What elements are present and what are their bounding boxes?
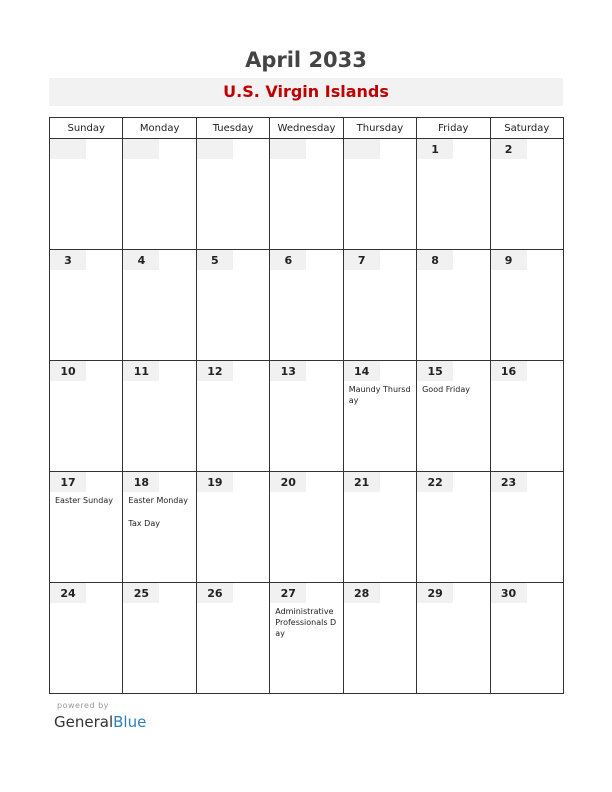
weekday-header: Sunday — [50, 118, 123, 139]
day-cell — [343, 139, 416, 250]
page-title: April 2033 — [245, 48, 367, 72]
weekday-header: Thursday — [343, 118, 416, 139]
day-cell — [417, 583, 490, 694]
holiday-label: Tax Day — [128, 519, 160, 528]
day-number: 27 — [270, 583, 306, 603]
day-cell — [343, 361, 416, 472]
day-number: 3 — [50, 250, 86, 270]
day-number: 29 — [417, 583, 453, 603]
day-cell — [196, 139, 269, 250]
day-cell — [50, 472, 123, 583]
day-number: 19 — [197, 472, 233, 492]
day-cell — [343, 583, 416, 694]
day-number: 9 — [491, 250, 527, 270]
day-number: 14 — [344, 361, 380, 381]
weekday-header: Saturday — [490, 118, 563, 139]
week-row — [50, 472, 564, 583]
weekday-header: Monday — [123, 118, 196, 139]
day-cell — [417, 250, 490, 361]
day-number: 12 — [197, 361, 233, 381]
brand-logo-general: General — [54, 713, 114, 731]
day-number: 18 — [123, 472, 159, 492]
day-cell — [417, 361, 490, 472]
week-row — [50, 250, 564, 361]
day-cell — [490, 361, 563, 472]
day-cell — [270, 583, 343, 694]
day-number: 2 — [491, 139, 527, 159]
week-row — [50, 583, 564, 694]
holiday-label: Administrative Professionals Day — [275, 607, 337, 638]
day-cell — [417, 139, 490, 250]
day-cell — [270, 250, 343, 361]
week-row — [50, 361, 564, 472]
day-cell — [417, 472, 490, 583]
weekday-header: Wednesday — [270, 118, 343, 139]
holiday-label: Easter Sunday — [55, 496, 113, 505]
day-number — [197, 139, 233, 159]
brand-logo-blue: Blue — [113, 713, 147, 731]
weekday-header: Friday — [417, 118, 490, 139]
day-cell — [196, 472, 269, 583]
day-number: 21 — [344, 472, 380, 492]
day-number: 7 — [344, 250, 380, 270]
day-number — [50, 139, 86, 159]
day-number: 4 — [123, 250, 159, 270]
day-cell — [123, 139, 196, 250]
day-cell — [50, 361, 123, 472]
day-number: 10 — [50, 361, 86, 381]
day-cell — [123, 583, 196, 694]
day-cell — [270, 472, 343, 583]
day-number: 5 — [197, 250, 233, 270]
day-cell — [50, 583, 123, 694]
day-cell — [490, 472, 563, 583]
day-number — [270, 139, 306, 159]
day-cell — [196, 583, 269, 694]
day-cell — [490, 250, 563, 361]
day-number: 26 — [197, 583, 233, 603]
day-number: 23 — [491, 472, 527, 492]
calendar-body — [50, 139, 564, 694]
day-cell — [123, 250, 196, 361]
calendar-grid — [49, 117, 564, 694]
day-cell — [490, 139, 563, 250]
day-cell — [50, 139, 123, 250]
day-cell — [50, 250, 123, 361]
holiday-label: Easter Monday — [128, 496, 189, 505]
day-number: 13 — [270, 361, 306, 381]
day-number: 17 — [50, 472, 86, 492]
day-number — [344, 139, 380, 159]
day-number — [123, 139, 159, 159]
day-cell — [343, 250, 416, 361]
brand-logo — [54, 713, 146, 731]
holiday-label: Good Friday — [422, 385, 470, 394]
day-cell — [343, 472, 416, 583]
day-cell — [270, 139, 343, 250]
day-number: 25 — [123, 583, 159, 603]
weekday-header-row — [50, 118, 564, 139]
day-cell — [270, 361, 343, 472]
day-number: 16 — [491, 361, 527, 381]
powered-by-text: powered by — [57, 701, 109, 710]
day-number: 8 — [417, 250, 453, 270]
day-number: 22 — [417, 472, 453, 492]
day-number: 11 — [123, 361, 159, 381]
week-row — [50, 139, 564, 250]
holiday-label: Maundy Thursday — [348, 385, 411, 405]
day-number: 20 — [270, 472, 306, 492]
day-cell — [196, 361, 269, 472]
region-banner: U.S. Virgin Islands — [49, 78, 563, 106]
weekday-header: Tuesday — [196, 118, 269, 139]
day-number: 28 — [344, 583, 380, 603]
day-number: 24 — [50, 583, 86, 603]
day-number: 6 — [270, 250, 306, 270]
day-cell — [123, 361, 196, 472]
day-cell — [490, 583, 563, 694]
day-number: 15 — [417, 361, 453, 381]
day-number: 1 — [417, 139, 453, 159]
day-number: 30 — [491, 583, 527, 603]
day-cell — [196, 250, 269, 361]
day-cell — [123, 472, 196, 583]
